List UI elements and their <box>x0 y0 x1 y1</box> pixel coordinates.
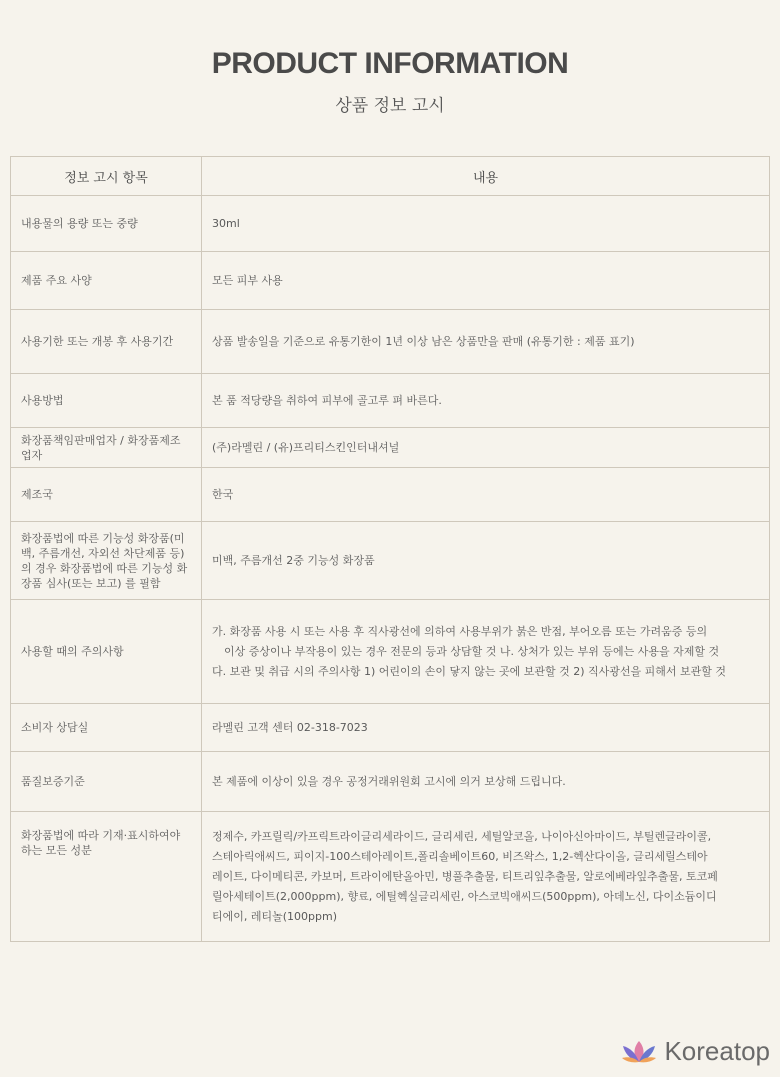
value-line: 가. 화장품 사용 시 또는 사용 후 직사광선에 의하여 사용부위가 붉은 반점, 부어오름 또는 가려움증 등의 <box>212 624 708 638</box>
table-row <box>11 468 770 522</box>
lotus-icon <box>620 1039 658 1065</box>
table-row <box>11 196 770 252</box>
row-value: 본 제품에 이상이 있을 경우 공정거래위원회 고시에 의거 보상해 드립니다. <box>202 752 770 812</box>
value-line: 다. 보관 및 취급 시의 주의사항 1) 어린이의 손이 닿지 않는 곳에 보관할 것 2) 직사광선을 피해서 보관할 것 <box>212 664 727 678</box>
product-info-table <box>10 156 770 942</box>
row-key: 화장품책임판매업자 / 화장품제조업자 <box>11 428 202 468</box>
value-line: 정제수, 카프릴릭/카프릭트라이글리세라이드, 글리세린, 세틸알코올, 나이아신아마이드, 부틸렌글라이콜, <box>212 829 712 843</box>
page-subtitle: 상품 정보 고시 <box>335 96 445 116</box>
value-line: 이상 증상이나 부작용이 있는 경우 전문의 등과 상담할 것 나. 상처가 있는 부위 등에는 사용을 자제할 것 <box>224 644 720 658</box>
column-header-content: 내용 <box>202 157 770 196</box>
table-row <box>11 252 770 310</box>
table-row <box>11 428 770 468</box>
row-key: 제품 주요 사양 <box>11 252 202 310</box>
row-value: (주)라멜린 / (유)프리티스킨인터내셔널 <box>202 428 770 468</box>
row-key: 사용할 때의 주의사항 <box>11 600 202 704</box>
table-row <box>11 704 770 752</box>
table-row <box>11 812 770 942</box>
row-value <box>202 812 770 942</box>
value-line: 티에이, 레티놀(100ppm) <box>212 909 338 923</box>
row-value: 모든 피부 사용 <box>202 252 770 310</box>
row-value: 본 품 적당량을 취하여 피부에 골고루 펴 바른다. <box>202 374 770 428</box>
page-header <box>0 0 780 118</box>
table-header-row <box>11 157 770 196</box>
value-line: 스테아릭애씨드, 피이지-100스테아레이트,폴리솔베이트60, 비즈왁스, 1,2-헥산다이올, 글리세릴스테아 <box>212 849 708 863</box>
page-title: PRODUCT INFORMATION <box>211 47 569 80</box>
row-key: 품질보증기준 <box>11 752 202 812</box>
row-key: 화장품법에 따른 기능성 화장품(미백, 주름개선, 자외선 차단제품 등)의 경우 화장품법에 따른 기능성 화장품 심사(또는 보고) 를 필함 <box>11 522 202 600</box>
row-value: 미백, 주름개선 2중 기능성 화장품 <box>202 522 770 600</box>
row-key: 사용기한 또는 개봉 후 사용기간 <box>11 310 202 374</box>
row-key: 내용물의 용량 또는 중량 <box>11 196 202 252</box>
row-value: 한국 <box>202 468 770 522</box>
row-key: 제조국 <box>11 468 202 522</box>
table-row <box>11 310 770 374</box>
koreatop-logo <box>620 1036 770 1067</box>
row-value: 상품 발송일을 기준으로 유통기한이 1년 이상 남은 상품만을 판매 (유통기한 : 제품 표기) <box>202 310 770 374</box>
table-row <box>11 752 770 812</box>
row-key: 소비자 상담실 <box>11 704 202 752</box>
row-value <box>202 600 770 704</box>
column-header-item: 정보 고시 항목 <box>11 157 202 196</box>
value-line: 레이트, 다이메티콘, 카보머, 트라이에탄올아민, 병풀추출물, 티트리잎추출물, 알로에베라잎추출물, 토코페 <box>212 869 718 883</box>
row-key: 사용방법 <box>11 374 202 428</box>
row-value: 30ml <box>202 196 770 252</box>
table-row <box>11 522 770 600</box>
row-value: 라멜린 고객 센터 02-318-7023 <box>202 704 770 752</box>
row-key: 화장품법에 따라 기재·표시하여야 하는 모든 성분 <box>11 812 202 942</box>
value-line: 릴아세테이트(2,000ppm), 향료, 에틸헥실글리세린, 아스코빅애씨드(500ppm), 아데노신, 다이소듐이디 <box>212 889 717 903</box>
brand-name: Koreatop <box>664 1036 770 1066</box>
table-row <box>11 600 770 704</box>
table-row <box>11 374 770 428</box>
